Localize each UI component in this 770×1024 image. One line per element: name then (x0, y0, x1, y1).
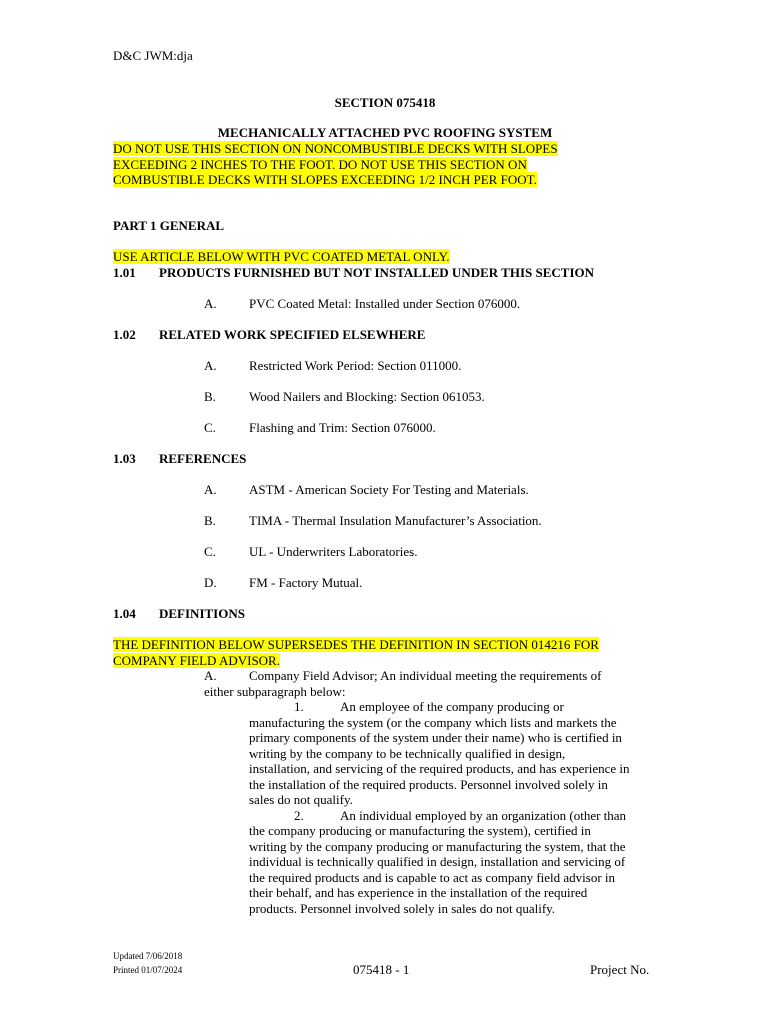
article-1-04-num: 1.04 (113, 606, 136, 621)
definition-item-text-1: Company Field Advisor; An individual meeting the requirements of (249, 668, 602, 683)
list-item-text: FM - Factory Mutual. (249, 575, 363, 590)
article-1-01-num: 1.01 (113, 265, 136, 280)
footer-updated: Updated 7/06/2018 (113, 951, 183, 961)
footer-printed: Printed 01/07/2024 (113, 965, 183, 975)
article-1-04-title: DEFINITIONS (159, 606, 245, 621)
note-top-line-3: COMBUSTIBLE DECKS WITH SLOPES EXCEEDING 1/2 INCH PER FOOT. (113, 172, 537, 187)
section-title: MECHANICALLY ATTACHED PVC ROOFING SYSTEM (217, 125, 553, 140)
list-item-text: Restricted Work Period: Section 011000. (249, 358, 462, 373)
article-1-01-item-letter: A. (204, 296, 217, 311)
subparagraph-1-line: writing by the company to be technically qualified in design, (249, 746, 566, 761)
article-1-01-item-text: PVC Coated Metal: Installed under Section 076000. (249, 296, 521, 311)
section-number: SECTION 075418 (334, 95, 436, 110)
list-item-text: Wood Nailers and Blocking: Section 061053. (249, 389, 485, 404)
subparagraph-1-line: installation, and servicing of the required products, and has experience in (249, 761, 630, 776)
note-article: USE ARTICLE BELOW WITH PVC COATED METAL ONLY. (113, 249, 450, 264)
article-1-03-title: REFERENCES (159, 451, 247, 466)
subparagraph-2-line: products. Personnel involved solely in sales do not qualify. (249, 901, 556, 916)
part-1-heading: PART 1 GENERAL (113, 218, 225, 233)
list-item-letter: B. (204, 513, 216, 528)
subparagraph-1-line: manufacturing the system (or the company which lists and markets the (249, 715, 617, 730)
article-1-01-title: PRODUCTS FURNISHED BUT NOT INSTALLED UNDER THIS SECTION (159, 265, 595, 280)
definition-item-letter: A. (204, 668, 217, 683)
list-item-letter: D. (204, 575, 217, 590)
list-item-text: UL - Underwriters Laboratories. (249, 544, 418, 559)
list-item-text: TIMA - Thermal Insulation Manufacturer’s Association. (249, 513, 542, 528)
footer-project-no: Project No. (590, 962, 650, 977)
note-definition-line-2: COMPANY FIELD ADVISOR. (113, 653, 280, 668)
list-item-letter: A. (204, 482, 217, 497)
subparagraph-2-line: the required products and is capable to act as company field advisor in (249, 870, 616, 885)
header-initials: D&C JWM:dja (113, 48, 193, 63)
subparagraph-2-line: the company producing or manufacturing the system), certified in (249, 823, 591, 838)
list-item-text: ASTM - American Society For Testing and Materials. (249, 482, 529, 497)
subparagraph-2-line: An individual employed by an organization (other than (340, 808, 627, 823)
subparagraph-1-line: primary components of the system under their name) who is certified in (249, 730, 622, 745)
subparagraph-2-line: individual is technically qualified in design, installation and servicing of (249, 854, 626, 869)
note-definition-line-1: THE DEFINITION BELOW SUPERSEDES THE DEFINITION IN SECTION 014216 FOR (113, 637, 599, 652)
subparagraph-2-line: their behalf, and has experience in the installation of the required (249, 885, 588, 900)
article-1-03-num: 1.03 (113, 451, 136, 466)
list-item-letter: C. (204, 544, 216, 559)
subparagraph-1-line: the installation of the required products. Personnel involved solely in (249, 777, 608, 792)
article-1-02-num: 1.02 (113, 327, 136, 342)
subparagraph-1-num: 1. (294, 699, 304, 714)
note-top-line-2: EXCEEDING 2 INCHES TO THE FOOT. DO NOT USE THIS SECTION ON (113, 157, 527, 172)
article-1-02-title: RELATED WORK SPECIFIED ELSEWHERE (159, 327, 426, 342)
subparagraph-1-line: sales do not qualify. (249, 792, 353, 807)
note-top-line-1: DO NOT USE THIS SECTION ON NONCOMBUSTIBLE DECKS WITH SLOPES (113, 141, 558, 156)
list-item-letter: B. (204, 389, 216, 404)
subparagraph-2-line: writing by the company producing or manufacturing the system, that the (249, 839, 626, 854)
list-item-letter: C. (204, 420, 216, 435)
subparagraph-2-num: 2. (294, 808, 304, 823)
list-item-letter: A. (204, 358, 217, 373)
definition-item-text-2: either subparagraph below: (204, 684, 346, 699)
subparagraph-1-line: An employee of the company producing or (340, 699, 564, 714)
footer-page-number: 075418 - 1 (353, 962, 410, 977)
list-item-text: Flashing and Trim: Section 076000. (249, 420, 436, 435)
